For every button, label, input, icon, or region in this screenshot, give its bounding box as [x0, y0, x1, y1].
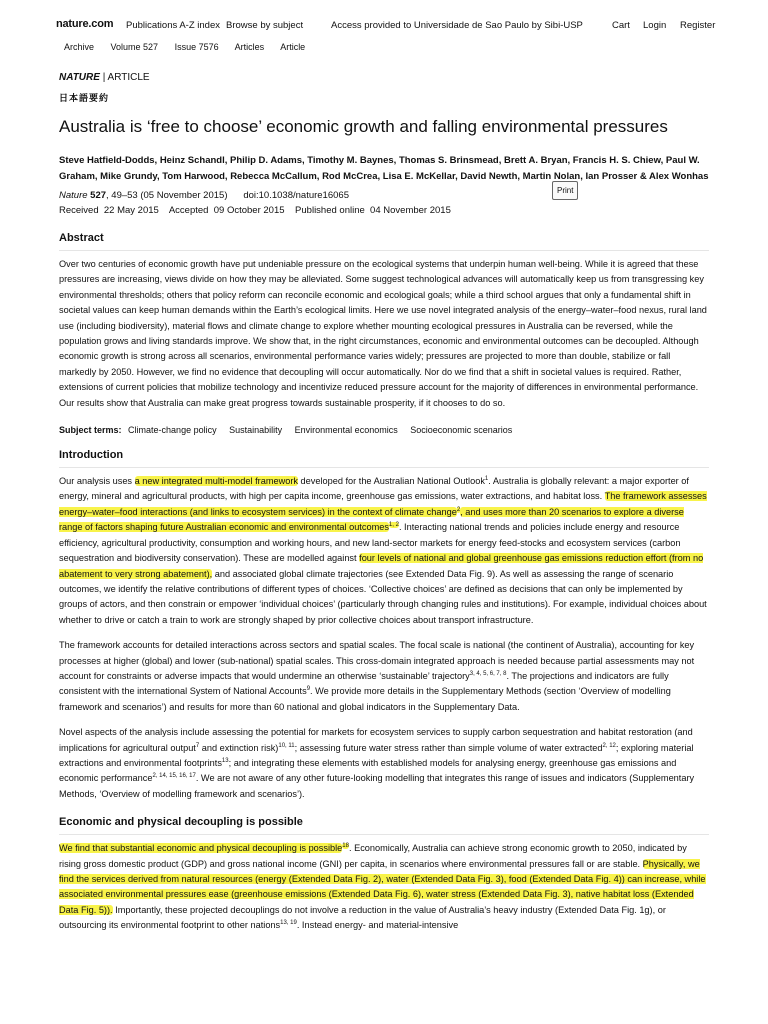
highlighted-text: Physically, we find the services derived from natural resources (energy (Extended Data Fig. 2), water (Extended Data Fig. 3), food (Extended Data Fig. 4)) can increase, while associated environmental pressures ease (greenhouse emissions (Extended Data Fig. 6), water stress (Extended Data Fig. 3), native habitat loss (Extended Data Fig. 5)).	[59, 858, 706, 915]
paragraph-text: ; and integrating these elements with established models for analysing energy, greenhouse gas emissions and economic performance	[59, 757, 677, 784]
divider	[59, 834, 709, 835]
breadcrumb-volume[interactable]: Volume 527	[110, 42, 159, 52]
reference-superscript[interactable]: 7	[195, 742, 200, 749]
decoupling-heading: Economic and physical decoupling is possible	[59, 816, 303, 829]
article-title: Australia is ‘free to choose’ economic growth and falling environmental pressures	[59, 117, 668, 136]
paragraph-text: Our analysis uses	[59, 476, 135, 487]
abstract-heading: Abstract	[59, 232, 104, 244]
abstract-text: Over two centuries of economic growth have put undeniable pressure on the ecological systems that underpin human well-being. While it is agreed that these pressures are increasing, views divide on how they may be alleviated. Some suggest technological advances will automatically keep us from transgressing key environmental thresholds; others that policy reform can reconcile economic and ecological goals; while a third school argues that only a fundamental shift in societal values can keep human demands within the Earth’s ecological limits. Here we use novel integrated analysis of the energy–water–food nexus, rural land use (including biodiversity), material flows and climate change to explore whether mounting ecological pressures in Australia can be reversed, while the population grows and living standards improve. We show that, in the right circumstances, economic and environmental outcomes can be decoupled. Although economic growth is strong across all scenarios, environmental performance varies widely; pressures are projected to more than double, stabilize or fall markedly by 2050. However, we find no evidence that decoupling will occur automatically. Nor do we find that a shift in societal values is required. Rather, extensions of current policies that mobilize technology and incentivize reduced pressure account for the majority of differences in environmental performance. Our results show that Australia can make great progress towards sustainable prosperity, if it chooses to do so.	[59, 259, 707, 408]
highlighted-text: The framework assesses energy–water–food interactions (and links to ecosystem services) in the context of climate change	[59, 491, 707, 517]
intro-paragraph-3	[59, 725, 709, 802]
reference-superscript[interactable]: 13	[221, 757, 229, 764]
reference-superscript[interactable]: 1	[484, 476, 489, 482]
publications-link[interactable]: Publications A-Z index	[126, 20, 220, 31]
reference-superscript[interactable]: 9	[306, 686, 311, 693]
highlighted-text: , and uses more than 20 scenarios to explore a diverse range of factors shaping future Australian economic and environmental outcomes	[59, 506, 684, 533]
article-content	[59, 72, 709, 944]
browse-subject-link[interactable]: Browse by subject	[226, 20, 304, 31]
citation-volume: 527	[90, 190, 107, 201]
reference-superscript[interactable]: 2, 12	[602, 742, 616, 749]
paragraph-text: Importantly, these projected decouplings do not involve a reduction in the value of Australia’s heavy industry (Extended Data Fig. 1g), or outsourcing its environmental footprint to other nations	[59, 904, 666, 931]
paragraph-text: . The projections and indicators are fully consistent with the international System of National Accounts	[59, 670, 669, 697]
reference-superscript[interactable]: 2, 14, 15, 16, 17	[152, 773, 196, 780]
login-link[interactable]: Login	[643, 20, 667, 31]
reference-superscript[interactable]: 18	[342, 843, 349, 850]
access-notice: Access provided to Universidade de Sao Paulo by Sibi-USP	[331, 20, 583, 31]
reference-superscript[interactable]: 1, 2	[388, 522, 399, 529]
journal-name[interactable]: NATURE	[59, 72, 100, 83]
reference-superscript[interactable]: 2	[456, 506, 461, 513]
article-type: ARTICLE	[107, 72, 150, 83]
paragraph-text: . Economically, Australia can achieve strong economic growth to 2050, indicated by rising gross domestic product (GDP) and gross national income (GNI) per capita, in scenarios where environmental pressures fall or are stable.	[59, 843, 687, 869]
reference-superscript[interactable]: 10, 11	[278, 742, 295, 749]
subject-term-link[interactable]: Sustainability	[229, 425, 283, 436]
nature-logo[interactable]: nature.com	[56, 18, 114, 30]
decoupling-paragraph-1	[59, 841, 709, 933]
intro-paragraph-1	[59, 474, 709, 628]
divider	[59, 467, 709, 468]
paragraph-text: . We provide more details in the Supplementary Methods (section ‘Overview of modelling framework and scenarios’) and results for more than 60 national and global indicators in the Supplementary Data.	[59, 686, 671, 712]
paragraph-text: . Interacting national trends and policies include energy and resource efficiency, agricultural productivity, consumption and working hours, and new land-sector markets for energy feed-stocks and ecosystem services (carbon sequestration and biodiversity conservation). These are modelled against	[59, 522, 681, 564]
top-navigation	[56, 14, 716, 36]
subject-terms	[59, 425, 709, 435]
highlighted-text: a new integrated multi-model framework	[134, 476, 298, 487]
highlighted-text: four levels of national and global greenhouse gas emissions reduction effort (from no abatement to very strong abatement),	[59, 553, 704, 579]
breadcrumb-articles[interactable]: Articles	[234, 42, 265, 52]
breadcrumb-issue[interactable]: Issue 7576	[174, 42, 219, 52]
paragraph-text: and extinction risk)	[199, 742, 279, 753]
breadcrumb	[64, 42, 319, 52]
citation-info	[59, 188, 709, 218]
journal-label: NATURE | ARTICLE	[59, 72, 150, 83]
reference-superscript[interactable]: 3, 4, 5, 6, 7, 8	[469, 670, 507, 677]
paragraph-text: . We are not aware of any other future-looking modelling that integrates this range of issues and indicators (Supplementary Methods, ‘Overview of modelling framework and scenarios’).	[59, 773, 695, 799]
paragraph-text: The framework accounts for detailed interactions across sectors and spatial scales. The focal scale is national (the continent of Australia), accounting for key processes at higher (global) and lower (sub-national) spatial scales. This cross-domain integrated approach is needed because partial assessments may not account for constraints or adverse impacts that would undermine an otherwise ‘sustainable’ trajectory	[59, 640, 695, 681]
highlighted-text: We find that substantial economic and physical decoupling is possible	[59, 843, 343, 854]
paragraph-text: ; exploring material extractions and environmental footprints	[59, 742, 694, 768]
citation-journal: Nature	[59, 190, 88, 201]
subject-term-link[interactable]: Environmental economics	[294, 425, 398, 436]
author-list[interactable]: Steve Hatfield-Dodds, Heinz Schandl, Philip D. Adams, Timothy M. Baynes, Thomas S. Brinsmead, Brett A. Bryan, Francis H. S. Chiew, Paul W. Graham, Mike Grundy, Tom Harwood, Rebecca McCallum, Rod McCrea, Lisa E. McKellar, David Newth, Martin Nolan, Ian Prosser & Alex Wonhas	[59, 155, 709, 182]
paragraph-text: and associated global climate trajectories (see Extended Data Fig. 9). As well as assessing the range of scenario outcomes, we identify the relative contributions of different types of choices. ‘Collective choices’ are defined as decisions that can only be implemented by groups of actors, and then constrain or empower ‘individual choices’ (particularly through changing rules and institutions). For example, individual choices about whether to drive or catch a train to work are strongly shaped by prior collective choices about transport infrastructure.	[59, 568, 707, 625]
paragraph-text: developed for the Australian National Outlook	[297, 476, 485, 487]
intro-paragraph-2	[59, 638, 709, 715]
breadcrumb-archive[interactable]: Archive	[64, 42, 95, 52]
subject-term-link[interactable]: Socioeconomic scenarios	[410, 425, 513, 436]
reference-superscript[interactable]: 13, 19	[280, 920, 297, 927]
paragraph-text: . Instead energy- and material-intensive	[296, 920, 459, 931]
paragraph-text: . Australia is globally relevant: a major exporter of energy, mineral and agricultural products, with high per capita income, greenhouse gas emissions, water extractions, and habitat loss.	[59, 476, 689, 502]
citation-doi[interactable]: doi:10.1038/nature16065	[243, 190, 349, 201]
japanese-summary-link[interactable]: 日本語要約	[59, 93, 110, 103]
subject-terms-label: Subject terms:	[59, 425, 122, 436]
register-link[interactable]: Register	[680, 20, 716, 31]
paragraph-text: Novel aspects of the analysis include assessing the potential for markets for ecosystem services to supply carbon sequestration and habitat restoration (and implications for agricultural output	[59, 727, 693, 753]
citation-dates: Received 22 May 2015 Accepted 09 October 2015 Published online 04 November 2015	[59, 205, 451, 216]
cart-link[interactable]: Cart	[612, 20, 630, 31]
subject-term-link[interactable]: Climate-change policy	[128, 425, 217, 436]
breadcrumb-article[interactable]: Article	[280, 42, 306, 52]
paragraph-text: ; assessing future water stress rather than simple volume of water extracted	[294, 742, 603, 753]
introduction-heading: Introduction	[59, 449, 124, 462]
print-button[interactable]: Print	[552, 181, 578, 200]
citation-pages: , 49–53 (05 November 2015)	[106, 190, 228, 201]
divider	[59, 250, 709, 251]
